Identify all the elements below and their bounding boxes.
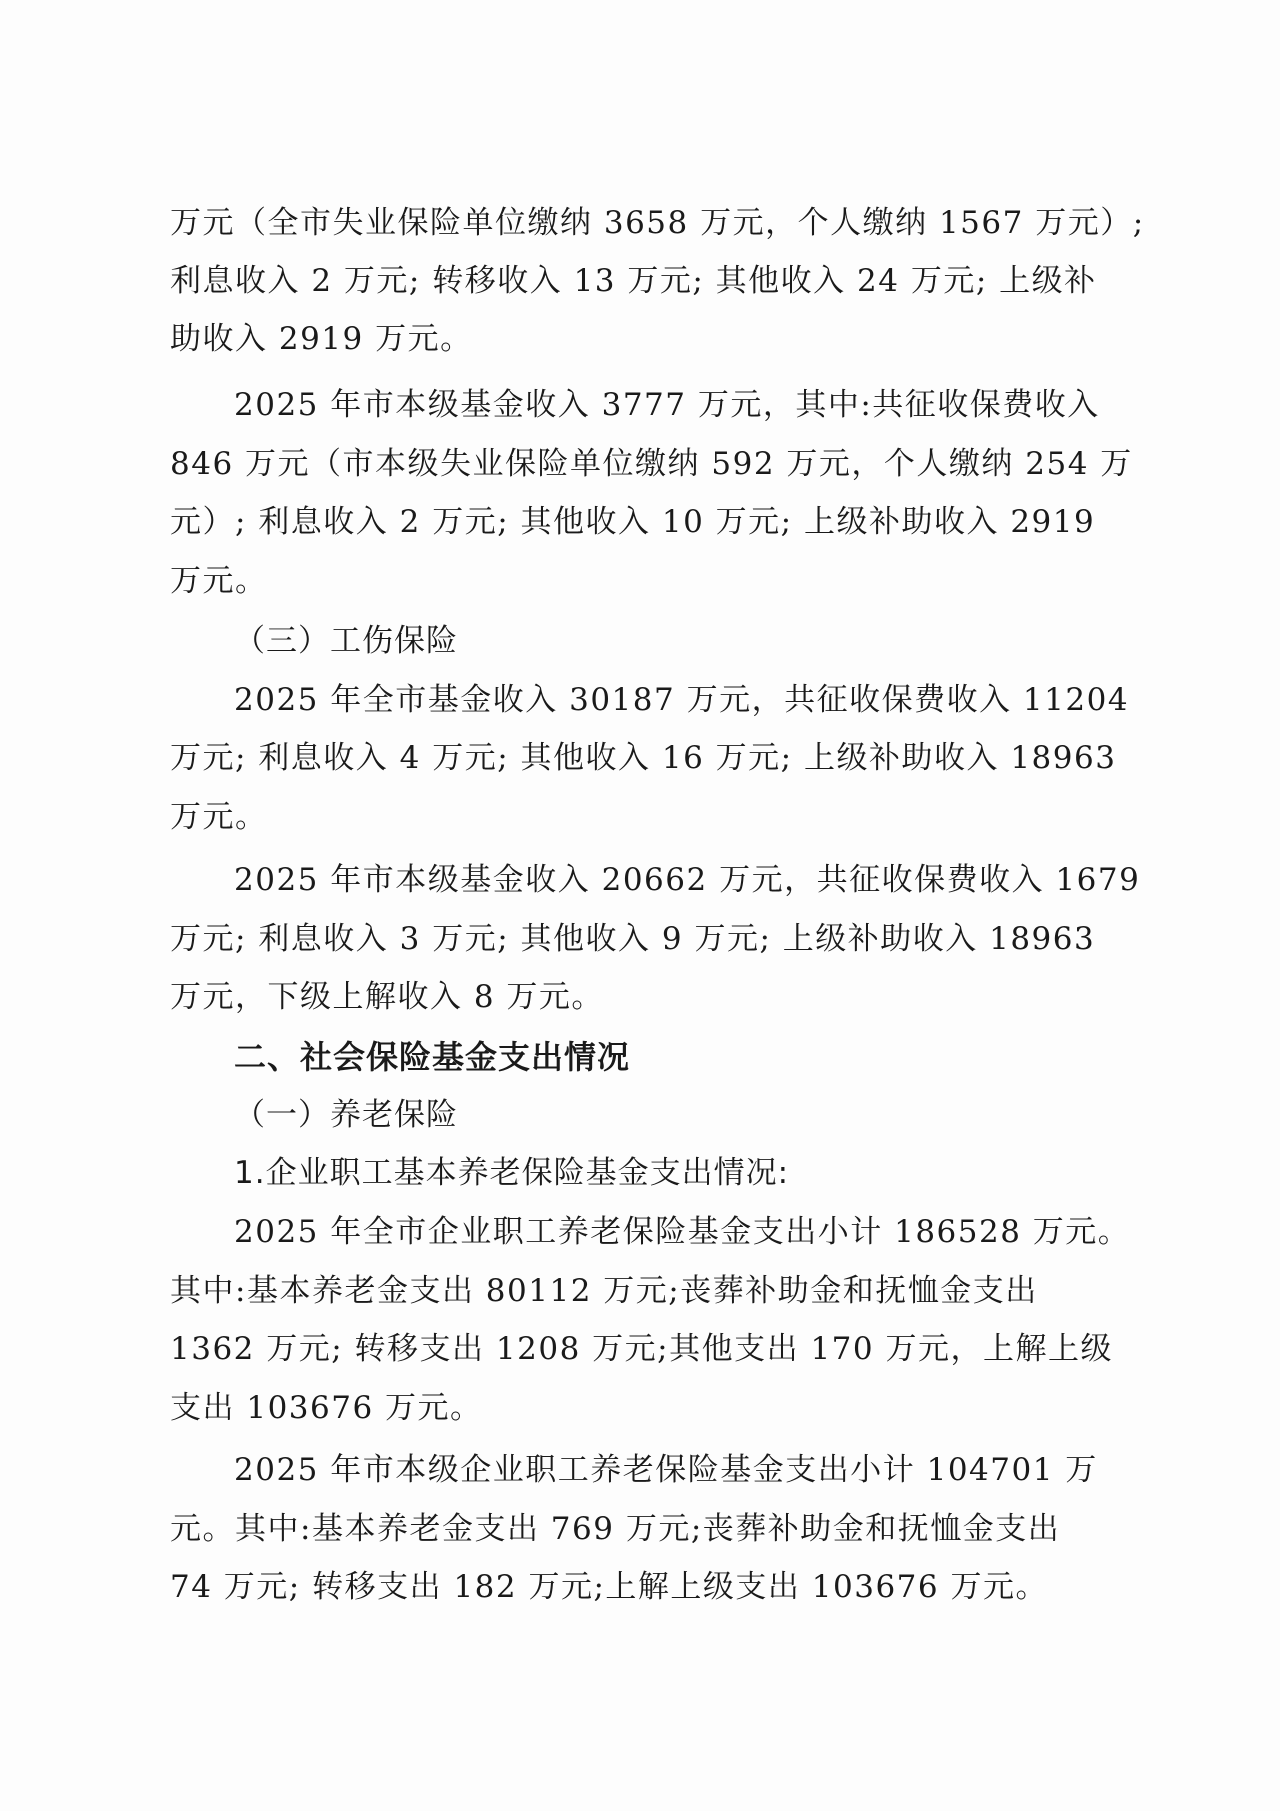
paragraph-line: 万元。 [170,563,268,599]
section-heading-enterprise-pension: 1.企业职工基本养老保险基金支出情况: [234,1155,790,1191]
paragraph-line: 万元; 利息收入 3 万元; 其他收入 9 万元; 上级补助收入 18963 [170,921,1096,957]
paragraph-line: 2025 年市本级基金收入 20662 万元，共征收保费收入 1679 [234,862,1141,898]
paragraph-line: 1362 万元; 转移支出 1208 万元;其他支出 170 万元，上解上级 [170,1331,1113,1367]
paragraph-line: 2025 年市本级基金收入 3777 万元，其中:共征收保费收入 [234,387,1100,423]
paragraph-line: 74 万元; 转移支出 182 万元;上解上级支出 103676 万元。 [170,1569,1048,1605]
paragraph-line: 元。其中:基本养老金支出 769 万元;丧葬补助金和抚恤金支出 [170,1511,1061,1547]
section-heading-pension: （一）养老保险 [234,1097,458,1133]
paragraph-line: 2025 年市本级企业职工养老保险基金支出小计 104701 万 [234,1452,1098,1488]
paragraph-line: 2025 年全市基金收入 30187 万元，共征收保费收入 11204 [234,682,1130,718]
paragraph-line: 万元。 [170,799,268,835]
section-heading-work-injury: （三）工伤保险 [234,623,458,659]
section-heading-expenditure: 二、社会保险基金支出情况 [234,1038,631,1076]
paragraph-line: 846 万元（市本级失业保险单位缴纳 592 万元，个人缴纳 254 万 [170,446,1133,482]
paragraph-line: 万元（全市失业保险单位缴纳 3658 万元，个人缴纳 1567 万元）; [170,205,1145,241]
paragraph-line: 助收入 2919 万元。 [170,321,473,357]
paragraph-line: 利息收入 2 万元; 转移收入 13 万元; 其他收入 24 万元; 上级补 [170,263,1097,299]
paragraph-line: 万元，下级上解收入 8 万元。 [170,979,604,1015]
paragraph-line: 支出 103676 万元。 [170,1390,483,1426]
paragraph-line: 2025 年全市企业职工养老保险基金支出小计 186528 万元。 [234,1214,1131,1250]
paragraph-line: 元）; 利息收入 2 万元; 其他收入 10 万元; 上级补助收入 2919 [170,504,1096,540]
paragraph-line: 其中:基本养老金支出 80112 万元;丧葬补助金和抚恤金支出 [170,1273,1038,1309]
paragraph-line: 万元; 利息收入 4 万元; 其他收入 16 万元; 上级补助收入 18963 [170,740,1117,776]
